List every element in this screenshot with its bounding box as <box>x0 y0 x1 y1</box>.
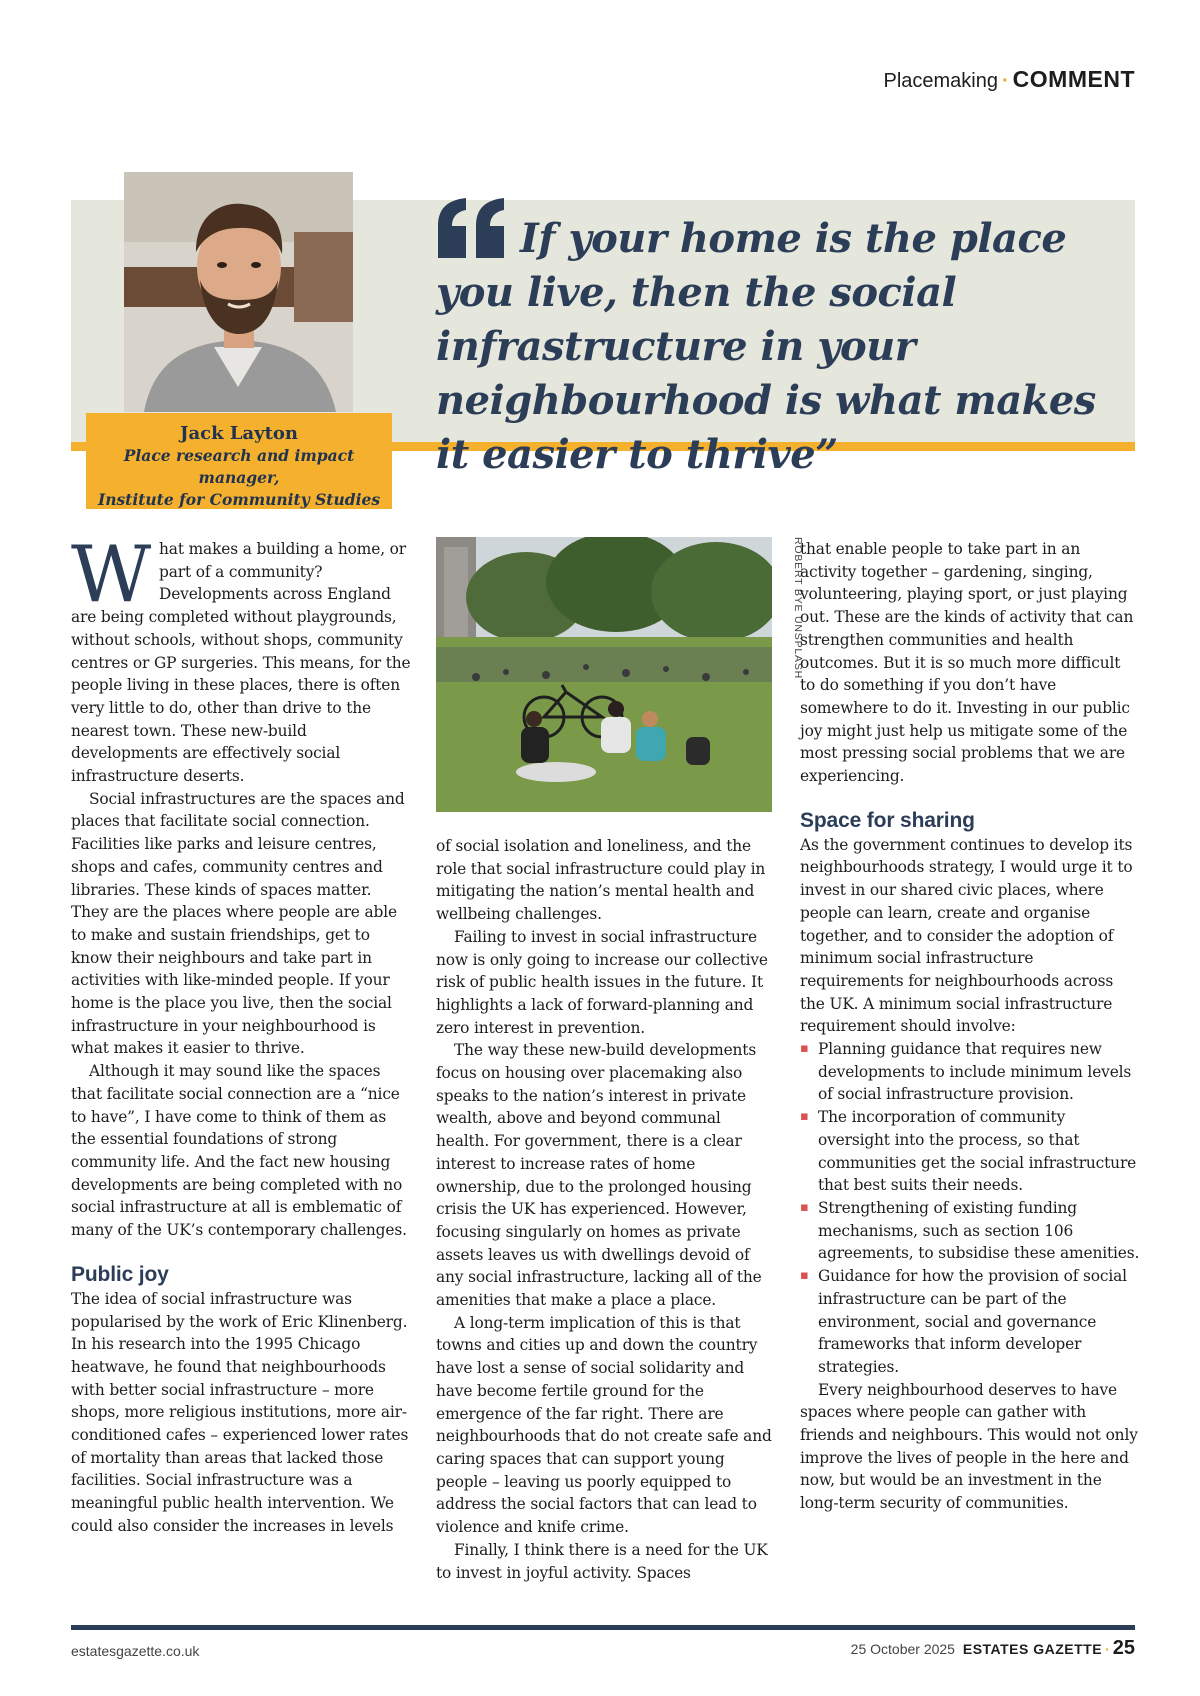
bullet-item: ▪ Planning guidance that requires new developments to include minimum levels of social infrastructure provision. <box>800 1038 1140 1106</box>
footer-publication: ESTATES GAZETTE <box>962 1641 1103 1657</box>
bullet-item: ▪ Strengthening of existing funding mechanisms, such as section 106 agreements, to subsidise these amenities. <box>800 1197 1140 1265</box>
author-byline <box>86 413 392 509</box>
paragraph <box>71 530 411 788</box>
category-label: COMMENT <box>1012 66 1135 92</box>
article-column-2 <box>436 835 776 1584</box>
park-picnic-photo <box>436 537 772 812</box>
pull-quote: If your home is the place you live, then the social infrastructure in your neighbourhood is what makes it easier to thrive” <box>436 215 1096 478</box>
photo-credit-text: ROBERT BYE UNSPLASH <box>792 537 804 680</box>
paragraph: As the government continues to develop its neighbourhoods strategy, I would urge it to invest in our shared civic places, where people can learn, create and organise together, and to consider the adoption of minimum social infrastructure requirements for neighbourhoods across the UK. A minimum social infrastructure requirement should involve: <box>800 835 1133 1036</box>
section-header <box>883 66 1135 93</box>
footer-rule <box>71 1625 1135 1630</box>
separator-dot: · <box>1002 70 1009 92</box>
author-portrait <box>124 172 353 412</box>
section-label: Placemaking <box>883 70 998 92</box>
paragraph: of social isolation and loneliness, and the role that social infrastructure could play in mitigating the nation’s mental health and wellbeing challenges. <box>436 837 766 924</box>
paragraph: Social infrastructures are the spaces and places that facilitate social connection. Facilities like parks and leisure centres, shops and cafes, community centres and libraries. These kinds of spaces matter. They are the places where people are able to make and sustain friendships, get to know their neighbours and take part in activities with like-minded people. If your home is the place you live, then the social infrastructure in your neighbourhood is what makes it easier to thrive. <box>71 789 405 1058</box>
author-role-line2: Institute for Community Studies <box>97 490 381 509</box>
subhead-public-joy: Public joy <box>71 1262 169 1286</box>
page-number: 25 <box>1112 1637 1135 1659</box>
bullet-item: ▪ Guidance for how the provision of social infrastructure can be part of the environment, social and governance frameworks that inform developer strategies. <box>800 1265 1140 1379</box>
paragraph: Every neighbourhood deserves to have spaces where people can gather with friends and neighbours. This would not only improve the lives of people in the here and now, but would be an investment in the long-term security of communities. <box>800 1380 1138 1513</box>
separator-dot: · <box>1105 1641 1110 1657</box>
paragraph: that enable people to take part in an activity together – gardening, singing, volunteering, playing sport, or just playing out. These are the kinds of activity that can strengthen communities and health outcomes. But it is so much more difficult to do something if you don’t have somewhere to do it. Investing in our public joy might just help us mitigate some of the most pressing social problems that we are experiencing. <box>800 540 1134 786</box>
footer-date: 25 October 2025 <box>850 1641 955 1657</box>
subhead-space-for-sharing: Space for sharing <box>800 808 975 832</box>
paragraph: The way these new-build developments focus on housing over placemaking also speaks to the nation’s interest in private wealth, above and beyond communal health. For government, there is a clear interest to increase rates of home ownership, due to the prolonged housing crisis the UK has experienced. However, focusing singularly on homes as private assets leaves us with dwellings devoid of any social infrastructure, lacking all of the amenities that make a place a place. <box>436 1041 762 1310</box>
bullet-item: ▪ The incorporation of community oversight into the process, so that communities get the social infrastructure that best suits their needs. <box>800 1106 1140 1197</box>
footer-website: estatesgazette.co.uk <box>71 1643 200 1659</box>
author-role-line1: Place research and impact manager, <box>123 446 355 487</box>
drop-cap: W <box>71 530 152 620</box>
footer-info <box>851 1637 1135 1660</box>
author-name: Jack Layton <box>179 423 299 444</box>
article-column-1 <box>71 530 411 1538</box>
paragraph: A long-term implication of this is that towns and cities up and down the country have lost a sense of social solidarity and have become fertile ground for the emergence of the far right. There are neighbourhoods that do not create safe and caring spaces that can support young people – leaving us poorly equipped to address the social factors that can lead to violence and knife crime. <box>436 1313 772 1537</box>
paragraph-text: hat makes a building a home, or part of a community? Developments across England are being completed without playgrounds, without schools, without shops, community centres or GP surgeries. This means, for the people living in these places, there is often very little to do, other than drive to the nearest town. These new-build developments are effectively social infrastructure deserts. <box>71 540 411 786</box>
paragraph: Although it may sound like the spaces that facilitate social connection are a “nice to have”, I have come to think of them as the essential foundations of strong community life. And the fact new housing developments are being completed with no social infrastructure at all is emblematic of many of the UK’s contemporary challenges. <box>71 1062 407 1240</box>
article-column-3 <box>800 538 1140 1515</box>
paragraph: Finally, I think there is a need for the UK to invest in joyful activity. Spaces <box>436 1540 768 1582</box>
paragraph: Failing to invest in social infrastructure now is only going to increase our collective risk of public health issues in the future. It highlights a lack of forward-planning and zero interest in prevention. <box>436 927 768 1037</box>
bullet-list <box>800 1038 1140 1379</box>
paragraph: The idea of social infrastructure was popularised by the work of Eric Klinenberg. In his research into the 1995 Chicago heatwave, he found that neighbourhoods with better social infrastructure – more shops, more religious institutions, more air-conditioned cafes – experienced lower rates of mortality than areas that lacked those facilities. Social infrastructure was a meaningful public health intervention. We could also consider the increases in levels <box>71 1289 409 1535</box>
